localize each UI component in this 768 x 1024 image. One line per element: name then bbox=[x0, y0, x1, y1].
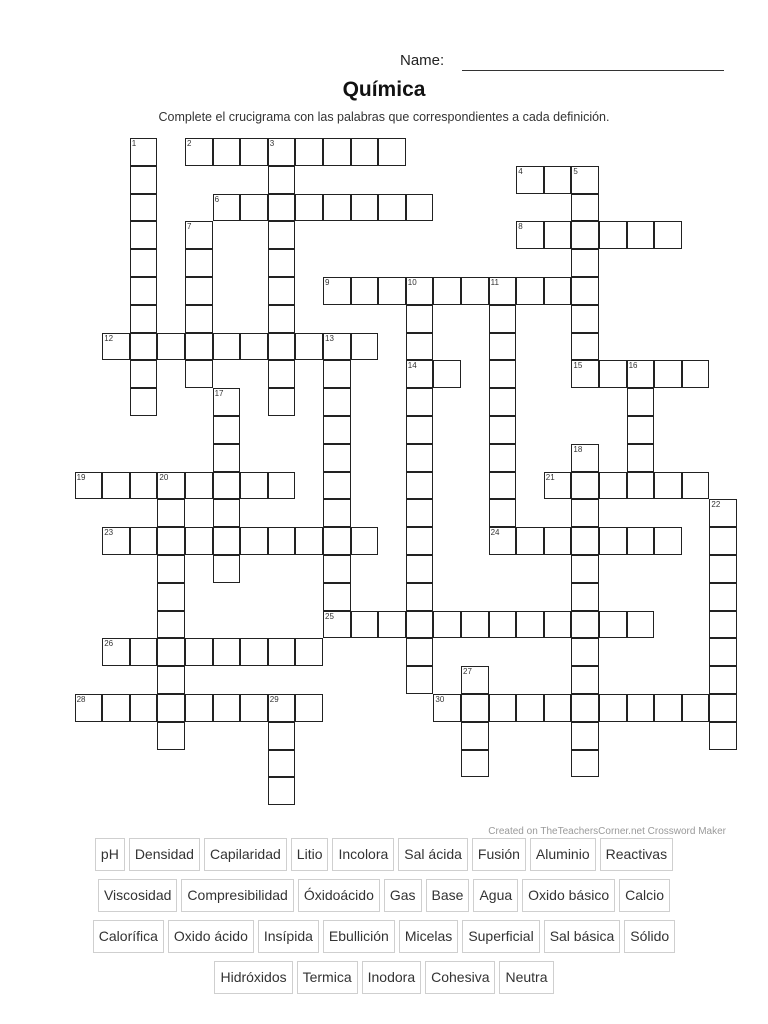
grid-cell[interactable] bbox=[323, 527, 351, 555]
word-bank-item: Capilaridad bbox=[204, 838, 287, 871]
grid-cell[interactable] bbox=[130, 694, 158, 722]
grid-cell[interactable] bbox=[351, 138, 379, 166]
clue-number: 14 bbox=[407, 361, 417, 371]
grid-cell[interactable] bbox=[516, 694, 544, 722]
grid-cell[interactable] bbox=[378, 138, 406, 166]
grid-cell[interactable] bbox=[378, 277, 406, 305]
page-title: Química bbox=[342, 78, 426, 101]
word-bank-item: Base bbox=[426, 879, 470, 912]
grid-cell[interactable] bbox=[185, 249, 213, 277]
grid-cell[interactable] bbox=[571, 750, 599, 778]
clue-number: 6 bbox=[214, 194, 220, 204]
clue-number: 5 bbox=[573, 166, 578, 176]
grid-cell[interactable] bbox=[323, 499, 351, 527]
grid-cell[interactable] bbox=[351, 527, 379, 555]
grid-cell[interactable] bbox=[268, 249, 296, 277]
word-bank-item: Incolora bbox=[332, 838, 394, 871]
grid-cell[interactable] bbox=[709, 722, 737, 750]
grid-cell[interactable] bbox=[544, 611, 572, 639]
grid-cell[interactable] bbox=[268, 166, 296, 194]
grid-cell[interactable] bbox=[130, 277, 158, 305]
clue-number: 18 bbox=[573, 444, 583, 454]
grid-cell[interactable] bbox=[157, 499, 185, 527]
grid-cell[interactable] bbox=[351, 333, 379, 361]
grid-cell[interactable] bbox=[654, 527, 682, 555]
clue-number: 16 bbox=[628, 361, 638, 371]
grid-cell[interactable] bbox=[489, 416, 517, 444]
grid-cell[interactable] bbox=[489, 360, 517, 388]
word-bank-item: Óxidoácido bbox=[298, 879, 380, 912]
grid-cell[interactable] bbox=[406, 499, 434, 527]
word-bank-item: Neutra bbox=[499, 961, 553, 994]
grid-cell[interactable] bbox=[571, 333, 599, 361]
grid-cell[interactable] bbox=[323, 555, 351, 583]
grid-cell[interactable] bbox=[268, 472, 296, 500]
grid-cell[interactable] bbox=[406, 666, 434, 694]
grid-cell[interactable] bbox=[157, 555, 185, 583]
grid-cell[interactable] bbox=[461, 694, 489, 722]
grid-cell[interactable] bbox=[599, 221, 627, 249]
grid-cell[interactable] bbox=[268, 221, 296, 249]
grid-cell[interactable] bbox=[102, 472, 130, 500]
grid-cell[interactable] bbox=[433, 611, 461, 639]
grid-cell[interactable] bbox=[627, 444, 655, 472]
grid-cell[interactable] bbox=[102, 694, 130, 722]
grid-cell[interactable] bbox=[682, 694, 710, 722]
word-bank-item: Sal ácida bbox=[398, 838, 468, 871]
grid-cell[interactable] bbox=[213, 416, 241, 444]
word-bank-row bbox=[0, 879, 768, 912]
word-bank-item: Calorífica bbox=[93, 920, 164, 953]
clue-number: 13 bbox=[325, 333, 334, 343]
grid-cell[interactable] bbox=[627, 527, 655, 555]
grid-cell[interactable] bbox=[654, 472, 682, 500]
word-bank-item: Fusión bbox=[472, 838, 526, 871]
grid-cell[interactable] bbox=[130, 472, 158, 500]
grid-cell[interactable] bbox=[406, 194, 434, 222]
grid-cell[interactable] bbox=[406, 583, 434, 611]
clue-number: 23 bbox=[104, 528, 114, 538]
grid-cell[interactable] bbox=[406, 388, 434, 416]
word-bank-item: Inodora bbox=[362, 961, 421, 994]
grid-cell[interactable] bbox=[130, 333, 158, 361]
grid-cell[interactable] bbox=[157, 527, 185, 555]
word-bank-item: Ebullición bbox=[323, 920, 395, 953]
word-bank-row bbox=[0, 838, 768, 871]
grid-cell[interactable] bbox=[213, 138, 241, 166]
word-bank-item: Viscosidad bbox=[98, 879, 177, 912]
credit-text[interactable]: Created on TheTeachersCorner.net Crossword Maker bbox=[488, 826, 726, 837]
grid-cell[interactable] bbox=[213, 499, 241, 527]
grid-cell[interactable] bbox=[544, 221, 572, 249]
grid-cell[interactable] bbox=[157, 333, 185, 361]
grid-cell[interactable] bbox=[157, 694, 185, 722]
grid-cell[interactable] bbox=[709, 694, 737, 722]
grid-cell[interactable] bbox=[406, 472, 434, 500]
grid-cell[interactable] bbox=[323, 194, 351, 222]
grid-cell[interactable] bbox=[240, 638, 268, 666]
word-bank-item: pH bbox=[95, 838, 125, 871]
clue-number: 27 bbox=[463, 667, 472, 677]
word-bank-item: Superficial bbox=[462, 920, 539, 953]
grid-cell[interactable] bbox=[323, 583, 351, 611]
grid-cell[interactable] bbox=[295, 694, 323, 722]
grid-cell[interactable] bbox=[268, 360, 296, 388]
grid-cell[interactable] bbox=[461, 611, 489, 639]
grid-cell[interactable] bbox=[571, 249, 599, 277]
clue-number: 21 bbox=[545, 472, 555, 482]
grid-cell[interactable] bbox=[489, 472, 517, 500]
word-bank bbox=[0, 838, 768, 1002]
grid-cell[interactable] bbox=[489, 694, 517, 722]
grid-cell[interactable] bbox=[130, 249, 158, 277]
word-bank-item: Sal básica bbox=[544, 920, 621, 953]
grid-cell[interactable] bbox=[406, 638, 434, 666]
grid-cell[interactable] bbox=[654, 360, 682, 388]
grid-cell[interactable] bbox=[627, 388, 655, 416]
grid-cell[interactable] bbox=[295, 138, 323, 166]
grid-cell[interactable] bbox=[544, 166, 572, 194]
grid-cell[interactable] bbox=[571, 305, 599, 333]
word-bank-item: Calcio bbox=[619, 879, 670, 912]
grid-cell[interactable] bbox=[489, 333, 517, 361]
grid-cell[interactable] bbox=[682, 472, 710, 500]
grid-cell[interactable] bbox=[185, 638, 213, 666]
word-bank-row bbox=[0, 920, 768, 953]
grid-cell[interactable] bbox=[406, 527, 434, 555]
grid-cell[interactable] bbox=[571, 666, 599, 694]
grid-cell[interactable] bbox=[461, 750, 489, 778]
clue-number: 3 bbox=[269, 139, 275, 148]
grid-cell[interactable] bbox=[516, 611, 544, 639]
grid-cell[interactable] bbox=[130, 194, 158, 222]
word-bank-item: Insípida bbox=[258, 920, 319, 953]
clue-number: 12 bbox=[104, 333, 114, 343]
clue-number: 19 bbox=[76, 472, 86, 482]
grid-cell[interactable] bbox=[213, 694, 241, 722]
word-bank-item: Cohesiva bbox=[425, 961, 495, 994]
grid-cell[interactable] bbox=[351, 277, 379, 305]
grid-cell[interactable] bbox=[213, 638, 241, 666]
grid-cell[interactable] bbox=[709, 583, 737, 611]
grid-cell[interactable] bbox=[571, 527, 599, 555]
grid-cell[interactable] bbox=[599, 694, 627, 722]
word-bank-item: Micelas bbox=[399, 920, 458, 953]
grid-cell[interactable] bbox=[351, 611, 379, 639]
grid-cell[interactable] bbox=[461, 722, 489, 750]
grid-cell[interactable] bbox=[240, 694, 268, 722]
word-bank-item: Aluminio bbox=[530, 838, 596, 871]
grid-cell[interactable] bbox=[185, 694, 213, 722]
grid-cell[interactable] bbox=[240, 138, 268, 166]
clue-number: 2 bbox=[187, 139, 192, 148]
grid-cell[interactable] bbox=[571, 722, 599, 750]
grid-cell[interactable] bbox=[682, 360, 710, 388]
grid-cell[interactable] bbox=[213, 555, 241, 583]
grid-cell[interactable] bbox=[406, 305, 434, 333]
grid-cell[interactable] bbox=[516, 277, 544, 305]
grid-cell[interactable] bbox=[130, 166, 158, 194]
grid-cell[interactable] bbox=[489, 499, 517, 527]
word-bank-item: Oxido básico bbox=[522, 879, 615, 912]
grid-cell[interactable] bbox=[654, 694, 682, 722]
grid-cell[interactable] bbox=[627, 221, 655, 249]
grid-cell[interactable] bbox=[323, 138, 351, 166]
grid-cell[interactable] bbox=[709, 638, 737, 666]
word-bank-item: Gas bbox=[384, 879, 422, 912]
word-bank-item: Termica bbox=[297, 961, 358, 994]
grid-cell[interactable] bbox=[378, 194, 406, 222]
grid-cell[interactable] bbox=[268, 722, 296, 750]
clue-number: 26 bbox=[104, 639, 114, 649]
word-bank-item: Densidad bbox=[129, 838, 200, 871]
grid-cell[interactable] bbox=[544, 527, 572, 555]
clue-number: 25 bbox=[325, 611, 334, 621]
grid-cell[interactable] bbox=[571, 221, 599, 249]
grid-cell[interactable] bbox=[130, 527, 158, 555]
word-bank-item: Agua bbox=[473, 879, 518, 912]
grid-cell[interactable] bbox=[461, 277, 489, 305]
grid-cell[interactable] bbox=[295, 527, 323, 555]
grid-cell[interactable] bbox=[571, 499, 599, 527]
grid-cell[interactable] bbox=[571, 472, 599, 500]
grid-cell[interactable] bbox=[323, 388, 351, 416]
grid-cell[interactable] bbox=[240, 472, 268, 500]
grid-cell[interactable] bbox=[654, 221, 682, 249]
grid-cell[interactable] bbox=[433, 360, 461, 388]
clue-number: 15 bbox=[573, 361, 583, 371]
clue-number: 29 bbox=[269, 695, 279, 704]
grid-cell[interactable] bbox=[516, 527, 544, 555]
grid-cell[interactable] bbox=[268, 333, 296, 361]
grid-cell[interactable] bbox=[489, 611, 517, 639]
grid-cell[interactable] bbox=[627, 472, 655, 500]
grid-cell[interactable] bbox=[571, 277, 599, 305]
clue-number: 11 bbox=[490, 278, 499, 287]
grid-cell[interactable] bbox=[268, 194, 296, 222]
clue-number: 9 bbox=[325, 278, 330, 287]
grid-cell[interactable] bbox=[406, 333, 434, 361]
grid-cell[interactable] bbox=[185, 527, 213, 555]
grid-cell[interactable] bbox=[185, 277, 213, 305]
grid-cell[interactable] bbox=[571, 611, 599, 639]
grid-cell[interactable] bbox=[185, 360, 213, 388]
clue-number: 7 bbox=[187, 222, 192, 232]
grid-cell[interactable] bbox=[268, 388, 296, 416]
word-bank-row bbox=[0, 961, 768, 994]
grid-cell[interactable] bbox=[627, 416, 655, 444]
grid-cell[interactable] bbox=[599, 611, 627, 639]
clue-number: 4 bbox=[518, 166, 523, 176]
grid-cell[interactable] bbox=[323, 472, 351, 500]
grid-cell[interactable] bbox=[489, 388, 517, 416]
grid-cell[interactable] bbox=[130, 305, 158, 333]
grid-cell[interactable] bbox=[406, 555, 434, 583]
word-bank-item: Hidróxidos bbox=[214, 961, 292, 994]
grid-cell[interactable] bbox=[185, 305, 213, 333]
grid-cell[interactable] bbox=[240, 333, 268, 361]
clue-number: 22 bbox=[711, 500, 721, 510]
grid-cell[interactable] bbox=[240, 194, 268, 222]
grid-cell[interactable] bbox=[571, 555, 599, 583]
clue-number: 20 bbox=[159, 472, 169, 482]
grid-cell[interactable] bbox=[185, 472, 213, 500]
grid-cell[interactable] bbox=[157, 666, 185, 694]
word-bank-item: Reactivas bbox=[600, 838, 673, 871]
grid-cell[interactable] bbox=[157, 611, 185, 639]
grid-cell[interactable] bbox=[295, 638, 323, 666]
grid-cell[interactable] bbox=[213, 472, 241, 500]
clue-number: 8 bbox=[518, 222, 523, 232]
grid-cell[interactable] bbox=[157, 722, 185, 750]
grid-cell[interactable] bbox=[378, 611, 406, 639]
grid-cell[interactable] bbox=[571, 638, 599, 666]
grid-cell[interactable] bbox=[323, 444, 351, 472]
grid-cell[interactable] bbox=[406, 444, 434, 472]
grid-cell[interactable] bbox=[709, 527, 737, 555]
word-bank-item: Sólido bbox=[624, 920, 675, 953]
grid-cell[interactable] bbox=[130, 388, 158, 416]
grid-cell[interactable] bbox=[213, 527, 241, 555]
grid-cell[interactable] bbox=[571, 194, 599, 222]
grid-cell[interactable] bbox=[268, 305, 296, 333]
grid-cell[interactable] bbox=[213, 333, 241, 361]
grid-cell[interactable] bbox=[295, 333, 323, 361]
grid-cell[interactable] bbox=[489, 444, 517, 472]
grid-cell[interactable] bbox=[571, 694, 599, 722]
clue-number: 30 bbox=[435, 695, 445, 704]
grid-cell[interactable] bbox=[627, 694, 655, 722]
grid-cell[interactable] bbox=[268, 750, 296, 778]
grid-cell[interactable] bbox=[599, 527, 627, 555]
grid-cell[interactable] bbox=[544, 277, 572, 305]
grid-cell[interactable] bbox=[268, 777, 296, 805]
grid-cell[interactable] bbox=[599, 472, 627, 500]
grid-cell[interactable] bbox=[406, 416, 434, 444]
clue-number: 10 bbox=[407, 278, 417, 287]
grid-cell[interactable] bbox=[185, 333, 213, 361]
grid-cell[interactable] bbox=[571, 583, 599, 611]
grid-cell[interactable] bbox=[489, 305, 517, 333]
grid-cell[interactable] bbox=[130, 638, 158, 666]
grid-cell[interactable] bbox=[213, 444, 241, 472]
grid-cell[interactable] bbox=[406, 611, 434, 639]
grid-cell[interactable] bbox=[709, 666, 737, 694]
clue-number: 1 bbox=[131, 139, 137, 148]
grid-cell[interactable] bbox=[709, 555, 737, 583]
word-bank-item: Litio bbox=[291, 838, 329, 871]
clue-number: 17 bbox=[214, 389, 224, 399]
clue-number: 28 bbox=[76, 695, 86, 704]
grid-cell[interactable] bbox=[627, 611, 655, 639]
grid-cell[interactable] bbox=[599, 360, 627, 388]
word-bank-item: Oxido ácido bbox=[168, 920, 254, 953]
grid-cell[interactable] bbox=[351, 194, 379, 222]
grid-cell[interactable] bbox=[157, 638, 185, 666]
grid-cell[interactable] bbox=[268, 638, 296, 666]
grid-cell[interactable] bbox=[268, 277, 296, 305]
grid-cell[interactable] bbox=[295, 194, 323, 222]
grid-cell[interactable] bbox=[323, 416, 351, 444]
grid-cell[interactable] bbox=[709, 611, 737, 639]
grid-cell[interactable] bbox=[130, 360, 158, 388]
grid-cell[interactable] bbox=[157, 583, 185, 611]
instructions: Complete el crucigrama con las palabras que correspondientes a cada definición. bbox=[158, 110, 610, 124]
clue-number: 24 bbox=[490, 528, 500, 538]
grid-cell[interactable] bbox=[240, 527, 268, 555]
grid-cell[interactable] bbox=[544, 694, 572, 722]
word-bank-item: Compresibilidad bbox=[181, 879, 293, 912]
grid-cell[interactable] bbox=[323, 360, 351, 388]
grid-cell[interactable] bbox=[433, 277, 461, 305]
grid-cell[interactable] bbox=[268, 527, 296, 555]
grid-cell[interactable] bbox=[130, 221, 158, 249]
name-label: Name: bbox=[400, 52, 445, 69]
